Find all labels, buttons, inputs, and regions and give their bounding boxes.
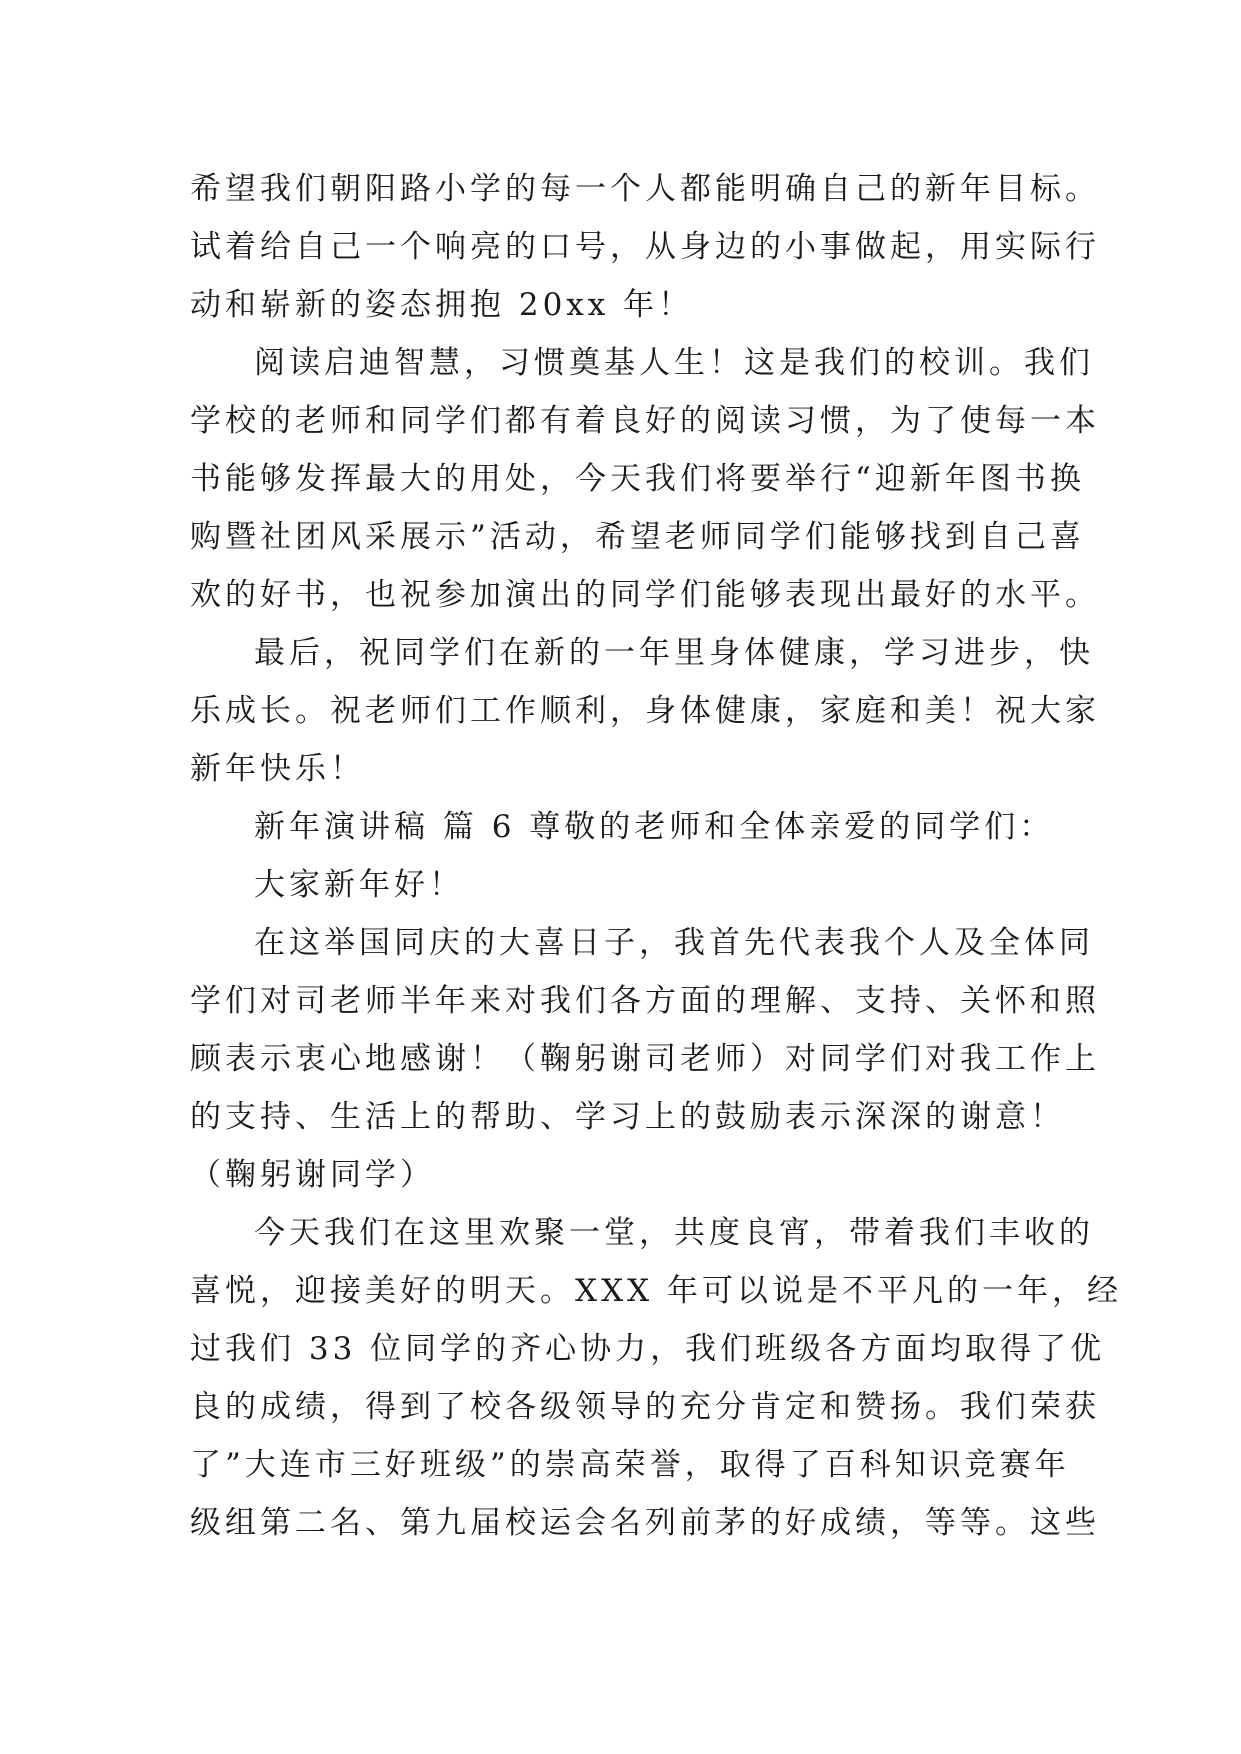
text-line: 级组第二名、第九届校运会名列前茅的好成绩，等等。这些	[190, 1505, 1100, 1541]
text-line: 今天我们在这里欢聚一堂，共度良宵，带着我们丰收的	[254, 1215, 1094, 1251]
text-line: 最后，祝同学们在新的一年里身体健康，学习进步，快	[254, 635, 1094, 671]
text-line: 阅读启迪智慧，习惯奠基人生！这是我们的校训。我们	[254, 345, 1094, 381]
text-line: 喜悦，迎接美好的明天。XXX 年可以说是不平凡的一年，经	[190, 1273, 1123, 1309]
text-line: 试着给自己一个响亮的口号，从身边的小事做起，用实际行	[190, 229, 1100, 265]
text-line: 书能够发挥最大的用处，今天我们将要举行“迎新年图书换	[190, 461, 1085, 497]
text-line: 了”大连市三好班级”的崇高荣誉，取得了百科知识竞赛年	[190, 1447, 1070, 1483]
text-line: （鞠躬谢同学）	[190, 1157, 435, 1193]
text-line: 希望我们朝阳路小学的每一个人都能明确自己的新年目标。	[190, 171, 1100, 207]
text-line: 的支持、生活上的帮助、学习上的鼓励表示深深的谢意！	[190, 1099, 1065, 1135]
text-line: 欢的好书，也祝参加演出的同学们能够表现出最好的水平。	[190, 577, 1100, 613]
text-line: 学们对司老师半年来对我们各方面的理解、支持、关怀和照	[190, 983, 1100, 1019]
text-line: 学校的老师和同学们都有着良好的阅读习惯，为了使每一本	[190, 403, 1100, 439]
document-body	[190, 160, 1123, 1552]
text-line: 良的成绩，得到了校各级领导的充分肯定和赞扬。我们荣获	[190, 1389, 1100, 1425]
text-line: 在这举国同庆的大喜日子，我首先代表我个人及全体同	[254, 925, 1094, 961]
text-line: 大家新年好！	[254, 867, 464, 903]
text-line: 新年快乐！	[190, 751, 365, 787]
text-line: 新年演讲稿 篇 6 尊敬的老师和全体亲爱的同学们：	[254, 809, 1055, 845]
text-line: 乐成长。祝老师们工作顺利，身体健康，家庭和美！祝大家	[190, 693, 1100, 729]
text-line: 动和崭新的姿态拥抱 20xx 年！	[190, 287, 694, 323]
text-line: 顾表示衷心地感谢！（鞠躬谢司老师）对同学们对我工作上	[190, 1041, 1100, 1077]
text-line: 过我们 33 位同学的齐心协力，我们班级各方面均取得了优	[190, 1331, 1106, 1367]
text-line: 购暨社团风采展示”活动，希望老师同学们能够找到自己喜	[190, 519, 1085, 555]
